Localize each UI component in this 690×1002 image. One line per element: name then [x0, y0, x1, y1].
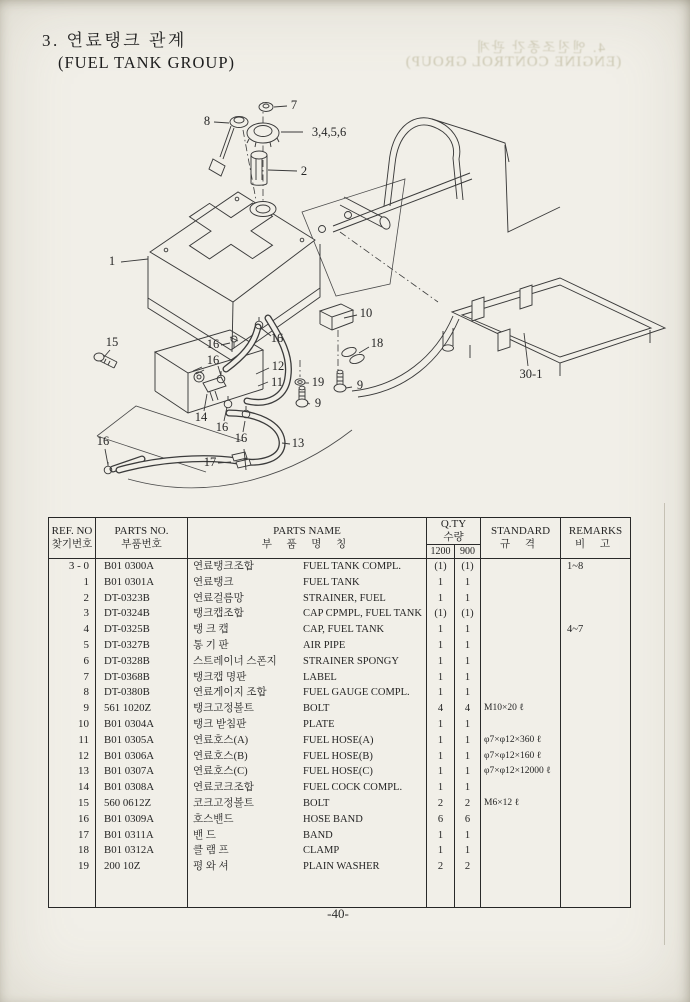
cell-qty-900: 6: [455, 812, 481, 828]
cell-standard: [481, 638, 561, 654]
cell-qty-900: 1: [455, 780, 481, 796]
cell-parts-name: [188, 575, 427, 591]
cell-ref-no: 15: [49, 796, 96, 812]
callout-label: 18: [370, 336, 384, 350]
parts-table-header: [49, 518, 631, 559]
parts-name-english: PLAIN WASHER: [303, 861, 380, 873]
cell-ref-no: 1: [49, 575, 96, 591]
parts-name-korean: 연료호스(B): [193, 750, 248, 762]
parts-name-korean: 연료탱크조합: [193, 561, 254, 572]
cell-parts-no: [96, 875, 188, 908]
parts-name-english: CLAMP: [303, 845, 340, 857]
parts-name-english: STRAINER, FUEL: [303, 592, 386, 604]
cell-standard: [481, 670, 561, 686]
leader-line: [105, 449, 108, 465]
cell-parts-no: DT-0368B: [96, 670, 188, 686]
cell-ref-no: 16: [49, 812, 96, 828]
cell-parts-no: B01 0300A: [96, 559, 188, 575]
cell-remarks: [561, 780, 631, 796]
leader-line: [346, 387, 352, 388]
header-ref-no: [49, 518, 96, 559]
callout-label: 3,4,5,6: [311, 125, 347, 139]
header-parts-no-ko: 부품번호: [121, 538, 162, 550]
cell-ref-no: 5: [49, 638, 96, 654]
page-number: -40-: [327, 906, 349, 921]
cell-qty-900: 2: [455, 796, 481, 812]
cell-ref-no: 19: [49, 859, 96, 875]
table-row: [49, 685, 631, 701]
callout-label: 9: [356, 378, 364, 392]
callout-label: 11: [270, 375, 284, 389]
cell-remarks: [561, 843, 631, 859]
table-row: [49, 764, 631, 780]
cell-qty-1200: [427, 875, 455, 908]
callout-label: 8: [203, 114, 211, 128]
leader-line: [221, 343, 230, 345]
cell-standard: M10×20 ℓ: [481, 701, 561, 717]
parts-name-korean: 스트레이너 스폰지: [193, 655, 277, 667]
cell-qty-1200: 1: [427, 622, 455, 638]
fuel-tank-illustration: [148, 102, 320, 360]
cell-ref-no: 6: [49, 654, 96, 670]
section-title-english: (FUEL TANK GROUP): [58, 53, 236, 73]
cell-remarks: [561, 812, 631, 828]
chassis-frame-illustration: [302, 118, 560, 397]
cell-qty-900: (1): [455, 559, 481, 575]
cell-qty-1200: 1: [427, 638, 455, 654]
parts-table-body: [49, 559, 631, 908]
cell-standard: [481, 622, 561, 638]
callout-label: 16: [215, 420, 229, 434]
cell-remarks: [561, 875, 631, 908]
callout-label: 14: [194, 410, 208, 424]
cell-ref-no: 9: [49, 701, 96, 717]
parts-name-english: FUEL TANK: [303, 576, 360, 588]
table-row: [49, 575, 631, 591]
cell-remarks: [561, 859, 631, 875]
cell-qty-900: 1: [455, 591, 481, 607]
cell-qty-1200: 1: [427, 670, 455, 686]
header-parts-name-en: PARTS NAME: [273, 525, 341, 537]
parts-name-korean: 탱 크 캡: [193, 624, 229, 636]
leader-line: [214, 122, 229, 123]
cell-remarks: [561, 638, 631, 654]
table-row: [49, 733, 631, 749]
cell-qty-900: 1: [455, 843, 481, 859]
parts-name-korean: 연료게이지 조합: [193, 687, 267, 699]
cell-standard: φ7×φ12×360 ℓ: [481, 733, 561, 749]
parts-name-korean: 평 와 셔: [193, 861, 229, 873]
cell-parts-name: [188, 875, 427, 908]
cell-parts-no: B01 0304A: [96, 717, 188, 733]
parts-name-korean: 탱크캡조합: [193, 608, 244, 620]
cell-remarks: [561, 685, 631, 701]
cell-standard: M6×12 ℓ: [481, 796, 561, 812]
cell-parts-name: [188, 638, 427, 654]
cell-standard: [481, 685, 561, 701]
callout-label: 13: [291, 436, 305, 450]
parts-name-korean: 탱크캡 명판: [193, 671, 247, 683]
fuel-tank-exploded-diagram: [0, 85, 690, 515]
cell-parts-name: [188, 749, 427, 765]
table-row: [49, 606, 631, 622]
cell-standard: [481, 859, 561, 875]
cell-qty-1200: (1): [427, 606, 455, 622]
cell-parts-name: [188, 733, 427, 749]
cell-parts-no: B01 0308A: [96, 780, 188, 796]
table-row: [49, 717, 631, 733]
cell-qty-900: 1: [455, 685, 481, 701]
cell-qty-1200: 1: [427, 685, 455, 701]
leader-line: [344, 315, 357, 318]
callout-label: 16: [96, 434, 110, 448]
cell-qty-900: 4: [455, 701, 481, 717]
parts-name-english: BOLT: [303, 703, 330, 715]
cell-qty-900: 1: [455, 733, 481, 749]
header-qty-900: 900: [455, 545, 481, 559]
cell-parts-no: 561 1020Z: [96, 701, 188, 717]
cell-remarks: [561, 733, 631, 749]
parts-name-english: LABEL: [303, 671, 337, 683]
cell-parts-name: [188, 654, 427, 670]
cell-remarks: [561, 701, 631, 717]
cell-qty-1200: 2: [427, 859, 455, 875]
leader-line: [359, 347, 369, 353]
cell-remarks: [561, 717, 631, 733]
cell-remarks: [561, 749, 631, 765]
header-parts-name-ko: 부 품 명 칭: [261, 538, 353, 550]
cell-qty-1200: 4: [427, 701, 455, 717]
cell-ref-no: 3 - 0: [49, 559, 96, 575]
table-row: [49, 843, 631, 859]
callout-label: 9: [314, 396, 322, 410]
cell-ref-no: 18: [49, 843, 96, 859]
cell-parts-name: [188, 717, 427, 733]
header-parts-no: [96, 518, 188, 559]
cell-parts-name: [188, 843, 427, 859]
cell-standard: [481, 654, 561, 670]
header-remarks: [561, 518, 631, 559]
cell-qty-1200: (1): [427, 559, 455, 575]
parts-name-english: AIR PIPE: [303, 639, 346, 651]
fuel-cap-stack-illustration: [247, 103, 279, 186]
table-row: [49, 812, 631, 828]
cell-standard: [481, 559, 561, 575]
parts-name-korean: 탱크 받침판: [193, 718, 247, 730]
cell-ref-no: 10: [49, 717, 96, 733]
table-row: [49, 622, 631, 638]
cell-remarks: 1~8: [561, 559, 631, 575]
callout-label: 1: [108, 254, 116, 268]
cell-qty-1200: 6: [427, 812, 455, 828]
parts-name-english: FUEL TANK COMPL.: [303, 561, 402, 572]
cell-standard: [481, 575, 561, 591]
header-parts-name: [188, 518, 427, 559]
header-qty-en: Q.TY: [440, 518, 467, 530]
cell-parts-name: [188, 701, 427, 717]
cell-standard: [481, 606, 561, 622]
cell-standard: [481, 591, 561, 607]
base-frame-illustration: [452, 278, 665, 376]
header-ref-no-en: REF. NO: [51, 525, 93, 537]
cell-remarks: [561, 764, 631, 780]
callout-label: 16: [206, 337, 220, 351]
cell-parts-name: [188, 591, 427, 607]
cell-qty-1200: 2: [427, 796, 455, 812]
cell-qty-1200: 1: [427, 591, 455, 607]
cell-parts-no: DT-0323B: [96, 591, 188, 607]
scan-artifact-line: [664, 503, 665, 945]
cell-parts-name: [188, 685, 427, 701]
cell-parts-name: [188, 812, 427, 828]
bleed-through-text-english: (ENGINE CONTROL GROUP): [404, 54, 622, 70]
cell-parts-no: DT-0327B: [96, 638, 188, 654]
cell-parts-no: B01 0301A: [96, 575, 188, 591]
cell-ref-no: 11: [49, 733, 96, 749]
parts-name-english: FUEL HOSE(A): [303, 734, 374, 746]
header-qty-1200: 1200: [427, 545, 455, 559]
cell-ref-no: 4: [49, 622, 96, 638]
cell-parts-no: DT-0380B: [96, 685, 188, 701]
parts-name-english: PLATE: [303, 718, 335, 730]
cell-parts-name: [188, 670, 427, 686]
cell-standard: φ7×φ12×160 ℓ: [481, 749, 561, 765]
callout-label: 2: [300, 164, 308, 178]
leader-line: [274, 106, 287, 107]
cell-qty-900: 2: [455, 859, 481, 875]
header-qty: [427, 518, 481, 545]
header-remarks-ko: 비 고: [575, 538, 616, 550]
cell-qty-900: 1: [455, 764, 481, 780]
parts-name-english: CAP, FUEL TANK: [303, 624, 385, 636]
parts-name-korean: 코크고정볼트: [193, 797, 254, 809]
header-ref-no-ko: 찾기번호: [51, 538, 93, 550]
leader-line: [104, 350, 110, 357]
cell-ref-no: 12: [49, 749, 96, 765]
callout-label: 12: [271, 359, 285, 373]
cell-parts-no: DT-0324B: [96, 606, 188, 622]
table-row: [49, 638, 631, 654]
header-remarks-en: REMARKS: [568, 525, 623, 537]
parts-name-korean: 연료걸름망: [193, 592, 244, 604]
parts-name-english: HOSE BAND: [303, 813, 363, 825]
header-standard: [481, 518, 561, 559]
cell-qty-1200: 1: [427, 764, 455, 780]
cell-remarks: [561, 670, 631, 686]
cell-remarks: [561, 575, 631, 591]
cell-qty-1200: 1: [427, 733, 455, 749]
table-row: [49, 701, 631, 717]
cell-standard: [481, 717, 561, 733]
parts-name-english: FUEL COCK COMPL.: [303, 782, 403, 794]
cell-qty-900: [455, 875, 481, 908]
parts-name-korean: 연료탱크: [193, 576, 234, 588]
cell-remarks: [561, 606, 631, 622]
table-row: [49, 828, 631, 844]
callout-label: 16: [270, 331, 284, 345]
callout-label: 16: [234, 431, 248, 445]
cell-qty-1200: 1: [427, 843, 455, 859]
cell-remarks: [561, 591, 631, 607]
parts-name-korean: 연료호스(A): [193, 734, 249, 746]
cell-parts-no: B01 0309A: [96, 812, 188, 828]
cell-standard: [481, 828, 561, 844]
cell-qty-900: 1: [455, 575, 481, 591]
callout-label: 30-1: [519, 367, 543, 381]
parts-name-korean: 호스밴드: [193, 813, 234, 825]
cell-ref-no: 17: [49, 828, 96, 844]
cell-parts-no: B01 0311A: [96, 828, 188, 844]
table-row: [49, 559, 631, 575]
leader-line: [256, 368, 269, 374]
cell-ref-no: 2: [49, 591, 96, 607]
cell-qty-1200: 1: [427, 717, 455, 733]
table-row: [49, 859, 631, 875]
fuel-hoses-illustration: [119, 318, 288, 470]
cell-parts-name: [188, 622, 427, 638]
cell-parts-no: 560 0612Z: [96, 796, 188, 812]
cell-ref-no: [49, 875, 96, 908]
cell-standard: [481, 875, 561, 908]
cell-parts-no: DT-0325B: [96, 622, 188, 638]
cell-qty-900: (1): [455, 606, 481, 622]
cell-qty-1200: 1: [427, 749, 455, 765]
cell-qty-900: 1: [455, 670, 481, 686]
cell-qty-900: 1: [455, 828, 481, 844]
cell-qty-1200: 1: [427, 575, 455, 591]
parts-name-korean: 탱크고정볼트: [193, 703, 254, 715]
cell-parts-no: B01 0307A: [96, 764, 188, 780]
parts-name-english: FUEL HOSE(C): [303, 766, 373, 778]
header-parts-no-en: PARTS NO.: [114, 525, 169, 537]
parts-name-english: BAND: [303, 829, 333, 841]
table-row: [49, 670, 631, 686]
section-title-korean: 3. 연료탱크 관계: [42, 31, 187, 50]
cell-ref-no: 13: [49, 764, 96, 780]
table-row: [49, 780, 631, 796]
callout-label: 17: [203, 455, 217, 469]
table-row: [49, 796, 631, 812]
callout-label: 15: [105, 335, 119, 349]
parts-table: [48, 517, 631, 908]
cell-qty-1200: 1: [427, 780, 455, 796]
cell-qty-900: 1: [455, 622, 481, 638]
leader-line: [204, 394, 207, 411]
cell-qty-1200: 1: [427, 828, 455, 844]
cell-parts-name: [188, 796, 427, 812]
table-row: [49, 591, 631, 607]
cell-qty-1200: 1: [427, 654, 455, 670]
parts-name-english: FUEL GAUGE COMPL.: [303, 687, 410, 699]
parts-name-english: STRAINER SPONGY: [303, 655, 399, 667]
cell-standard: [481, 843, 561, 859]
callout-label: 10: [359, 306, 373, 320]
cell-parts-name: [188, 828, 427, 844]
header-standard-ko: 규 격: [500, 538, 541, 550]
page-title: [42, 30, 235, 74]
leader-line: [121, 259, 148, 262]
parts-name-korean: 연료호스(C): [193, 766, 248, 778]
cell-parts-no: B01 0312A: [96, 843, 188, 859]
callout-label: 16: [206, 353, 220, 367]
parts-name-korean: 클 램 프: [193, 845, 229, 857]
leader-line: [268, 170, 297, 171]
parts-name-english: BOLT: [303, 797, 330, 809]
header-qty-ko: 수량: [443, 531, 464, 543]
cell-ref-no: 7: [49, 670, 96, 686]
cell-parts-no: B01 0305A: [96, 733, 188, 749]
callout-label: 7: [290, 98, 298, 112]
cell-parts-name: [188, 559, 427, 575]
cell-standard: [481, 780, 561, 796]
parts-name-english: CAP CPMPL, FUEL TANK: [303, 608, 422, 620]
cell-standard: [481, 812, 561, 828]
bleed-through-text-korean: 4. 엔진조종간 관계: [474, 40, 606, 55]
cell-ref-no: 3: [49, 606, 96, 622]
cell-remarks: [561, 796, 631, 812]
cell-parts-name: [188, 780, 427, 796]
table-row: [49, 654, 631, 670]
cell-parts-name: [188, 764, 427, 780]
cell-remarks: [561, 828, 631, 844]
table-row: [49, 749, 631, 765]
cell-remarks: 4~7: [561, 622, 631, 638]
cell-ref-no: 14: [49, 780, 96, 796]
parts-name-korean: 밴 드: [193, 829, 216, 841]
cell-parts-no: 200 10Z: [96, 859, 188, 875]
parts-name-english: FUEL HOSE(B): [303, 750, 373, 762]
callout-label: 19: [311, 375, 325, 389]
cell-parts-no: B01 0306A: [96, 749, 188, 765]
cell-ref-no: 8: [49, 685, 96, 701]
cell-standard: φ7×φ12×12000 ℓ: [481, 764, 561, 780]
cell-parts-name: [188, 606, 427, 622]
cell-parts-name: [188, 859, 427, 875]
parts-name-korean: 연료코크조합: [193, 782, 254, 794]
cell-qty-900: 1: [455, 749, 481, 765]
cell-qty-900: 1: [455, 717, 481, 733]
cell-parts-no: DT-0328B: [96, 654, 188, 670]
parts-name-korean: 통 기 판: [193, 639, 229, 651]
header-standard-en: STANDARD: [491, 525, 551, 537]
cell-remarks: [561, 654, 631, 670]
cell-qty-900: 1: [455, 654, 481, 670]
cell-qty-900: 1: [455, 638, 481, 654]
table-row-empty: [49, 875, 631, 908]
